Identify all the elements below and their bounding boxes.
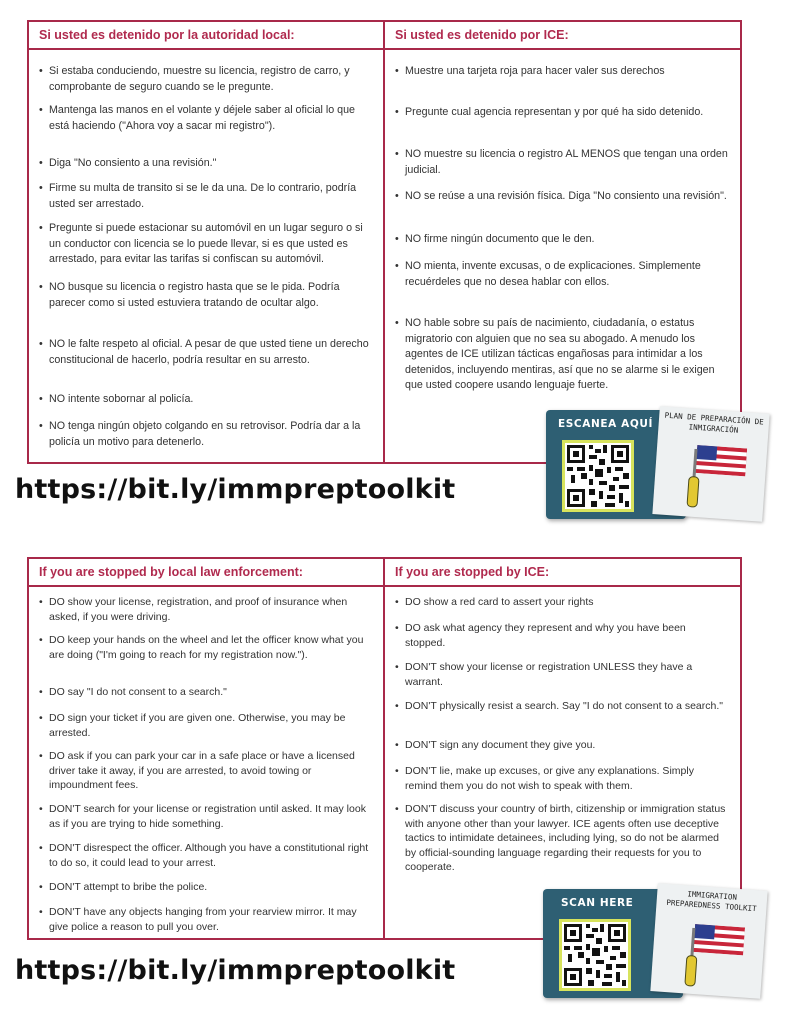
english-panel <box>27 557 742 940</box>
list-item: • Firme su multa de transito si se le da una. De lo contrario, podría usted ser arrestado. <box>39 181 371 212</box>
english-local-header: If you are stopped by local law enforcement: <box>29 559 383 587</box>
list-item: • DO keep your hands on the wheel and let the officer know what you are doing ("I'm going to reach for my registration now."). <box>39 633 371 662</box>
list-item: • Si estaba conduciendo, muestre su licencia, registro de carro, y comprobante de seguro cuando se le pregunte. <box>39 64 371 95</box>
list-item: • DON'T sign any document they give you. <box>395 738 728 753</box>
spanish-local-header: Si usted es detenido por la autoridad local: <box>29 22 383 50</box>
toolkit-booklet-es <box>652 406 769 521</box>
spanish-local-column <box>29 22 385 462</box>
list-item: • DO sign your ticket if you are given one. Otherwise, you may be arrested. <box>39 711 371 740</box>
list-item: • Pregunte si puede estacionar su automóvil en un lugar seguro o si un conductor con licencia se lo puede llevar, si es que usted es arrestado, para evitar las tarifas si confiscan su automóvil. <box>39 221 371 268</box>
list-item: • DON'T attempt to bribe the police. <box>39 880 371 895</box>
list-item: • DO ask if you can park your car in a safe place or have a licensed driver take it away, if you are arrested, to avoid towing or impoundment fees. <box>39 749 371 793</box>
booklet-title: PLAN DE PREPARACIÓN DE INMIGRACIÓN <box>664 410 765 435</box>
list-item: • Mantenga las manos en el volante y déjele saber al oficial lo que está haciendo ("Ahora voy a sacar mi registro"). <box>39 103 371 134</box>
list-item: • NO le falte respeto al oficial. A pesar de que usted tiene un derecho constitucional de hacerlo, podría resultar en su arresto. <box>39 337 371 368</box>
list-item: • NO se reúse a una revisión física. Diga "No consiento una revisión". <box>395 189 728 205</box>
spanish-panel <box>27 20 742 464</box>
list-item: • DON'T have any objects hanging from your rearview mirror. It may give police a reason to pull you over. <box>39 905 371 934</box>
list-item: • NO intente sobornar al policía. <box>39 392 371 408</box>
qr-code[interactable] <box>559 919 631 991</box>
spanish-ice-header: Si usted es detenido por ICE: <box>385 22 740 50</box>
list-item: • DON'T disrespect the officer. Although you have a constitutional right to do so, it could lead to your arrest. <box>39 841 371 870</box>
screwdriver-icon <box>681 927 703 990</box>
list-item: • DO show your license, registration, and proof of insurance when asked, if you were driving. <box>39 595 371 624</box>
list-item: • DO say "I do not consent to a search." <box>39 685 371 700</box>
qr-code[interactable] <box>562 440 634 512</box>
list-item: • Diga "No consiento a una revisión." <box>39 156 371 172</box>
qr-code-graphic <box>565 443 631 509</box>
list-item: • DON'T lie, make up excuses, or give any explanations. Simply remind them you do not wish to speak with them. <box>395 764 728 793</box>
list-item: • DON'T physically resist a search. Say "I do not consent to a search." <box>395 699 728 714</box>
english-ice-column <box>385 559 740 938</box>
english-ice-header: If you are stopped by ICE: <box>385 559 740 587</box>
list-item: • NO hable sobre su país de nacimiento, ciudadanía, o estatus migratorio con alguien que no sea su abogado. A menudo los agentes de ICE utilizan tácticas engañosas para intimidar a los detenidos, incluyendo mentiras, así que no se alarme si le exigen que usted coopere usando lenguaje fuerte. <box>395 316 728 394</box>
spanish-ice-column <box>385 22 740 462</box>
scan-label: SCAN HERE <box>561 897 634 909</box>
toolkit-url-en[interactable]: https://bit.ly/immpreptoolkit <box>15 955 456 986</box>
list-item: • DON'T search for your license or registration until asked. It may look as if you are trying to hide something. <box>39 802 371 831</box>
list-item: • Pregunte cual agencia representan y por qué ha sido detenido. <box>395 105 728 121</box>
qr-code-graphic <box>562 922 628 988</box>
list-item: • NO tenga ningún objeto colgando en su retrovisor. Podría dar a la policía un motivo para detenerlo. <box>39 419 371 450</box>
list-item: • NO mienta, invente excusas, o de explicaciones. Simplemente recuérdeles que no desea hablar con ellos. <box>395 259 728 290</box>
toolkit-booklet-en <box>650 883 767 998</box>
list-item: • Muestre una tarjeta roja para hacer valer sus derechos <box>395 64 728 80</box>
list-item: • DON'T discuss your country of birth, citizenship or immigration status with anyone other than your lawyer. ICE agents often use deceptive tactics to intimidate detainees, including lying, so do not be alarmed by official-sounding language regarding their requests for you to cooperate. <box>395 802 728 875</box>
list-item: • NO firme ningún documento que le den. <box>395 232 728 248</box>
english-local-column <box>29 559 385 938</box>
list-item: • NO busque su licencia o registro hasta que se le pida. Podría parecer como si usted estuviera tratando de ocultar algo. <box>39 280 371 311</box>
list-item: • DO show a red card to assert your rights <box>395 595 728 610</box>
list-item: • NO muestre su licencia o registro AL MENOS que tengan una orden judicial. <box>395 147 728 178</box>
booklet-title: IMMIGRATION PREPAREDNESS TOOLKIT <box>666 889 757 914</box>
list-item: • DON'T show your license or registration UNLESS they have a warrant. <box>395 660 728 689</box>
scan-label: ESCANEA AQUÍ <box>558 418 653 430</box>
toolkit-url-es[interactable]: https://bit.ly/immpreptoolkit <box>15 474 456 505</box>
list-item: • DO ask what agency they represent and why you have been stopped. <box>395 621 728 650</box>
screwdriver-icon <box>683 448 705 511</box>
